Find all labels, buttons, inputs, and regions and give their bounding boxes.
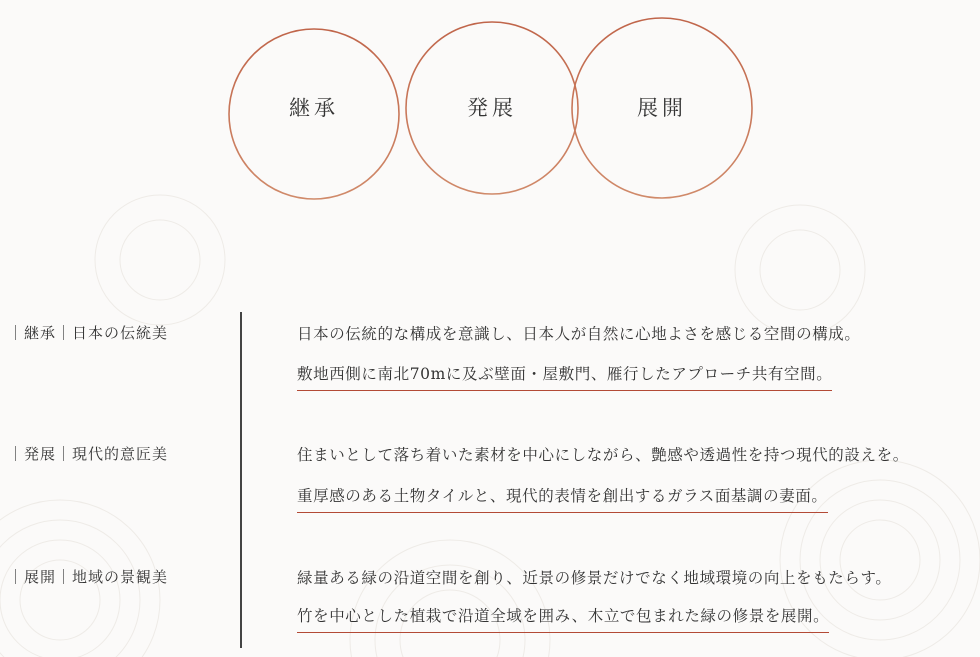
venn-label-hatten: 発展 xyxy=(467,96,517,120)
row-title-tenkai: ｜展開｜地域の景観美 xyxy=(8,568,169,586)
row-title-keishou: ｜継承｜日本の伝統美 xyxy=(8,324,169,342)
row-hatten-line2: 重厚感のある土物タイルと、現代的表情を創出するガラス面基調の妻面。 xyxy=(297,484,828,513)
row-title-hatten: ｜発展｜現代的意匠美 xyxy=(8,445,169,463)
row-keishou-line2: 敷地西側に南北70mに及ぶ壁面・屋敷門、雁行したアプローチ共有空間。 xyxy=(297,362,832,391)
vertical-divider xyxy=(240,312,242,648)
row-tenkai-line2: 竹を中心とした植栽で沿道全域を囲み、木立で包まれた緑の修景を展開。 xyxy=(297,604,829,633)
venn-label-keishou: 継承 xyxy=(289,96,339,120)
row-keishou-line1: 日本の伝統的な構成を意識し、日本人が自然に心地よさを感じる空間の構成。 xyxy=(297,325,861,343)
row-hatten-line1: 住まいとして落ち着いた素材を中心にしながら、艶感や透過性を持つ現代的設えを。 xyxy=(297,446,909,464)
venn-label-tenkai: 展開 xyxy=(637,96,687,120)
row-tenkai-line1: 緑量ある緑の沿道空間を創り、近景の修景だけでなく地域環境の向上をもたらす。 xyxy=(297,569,892,587)
